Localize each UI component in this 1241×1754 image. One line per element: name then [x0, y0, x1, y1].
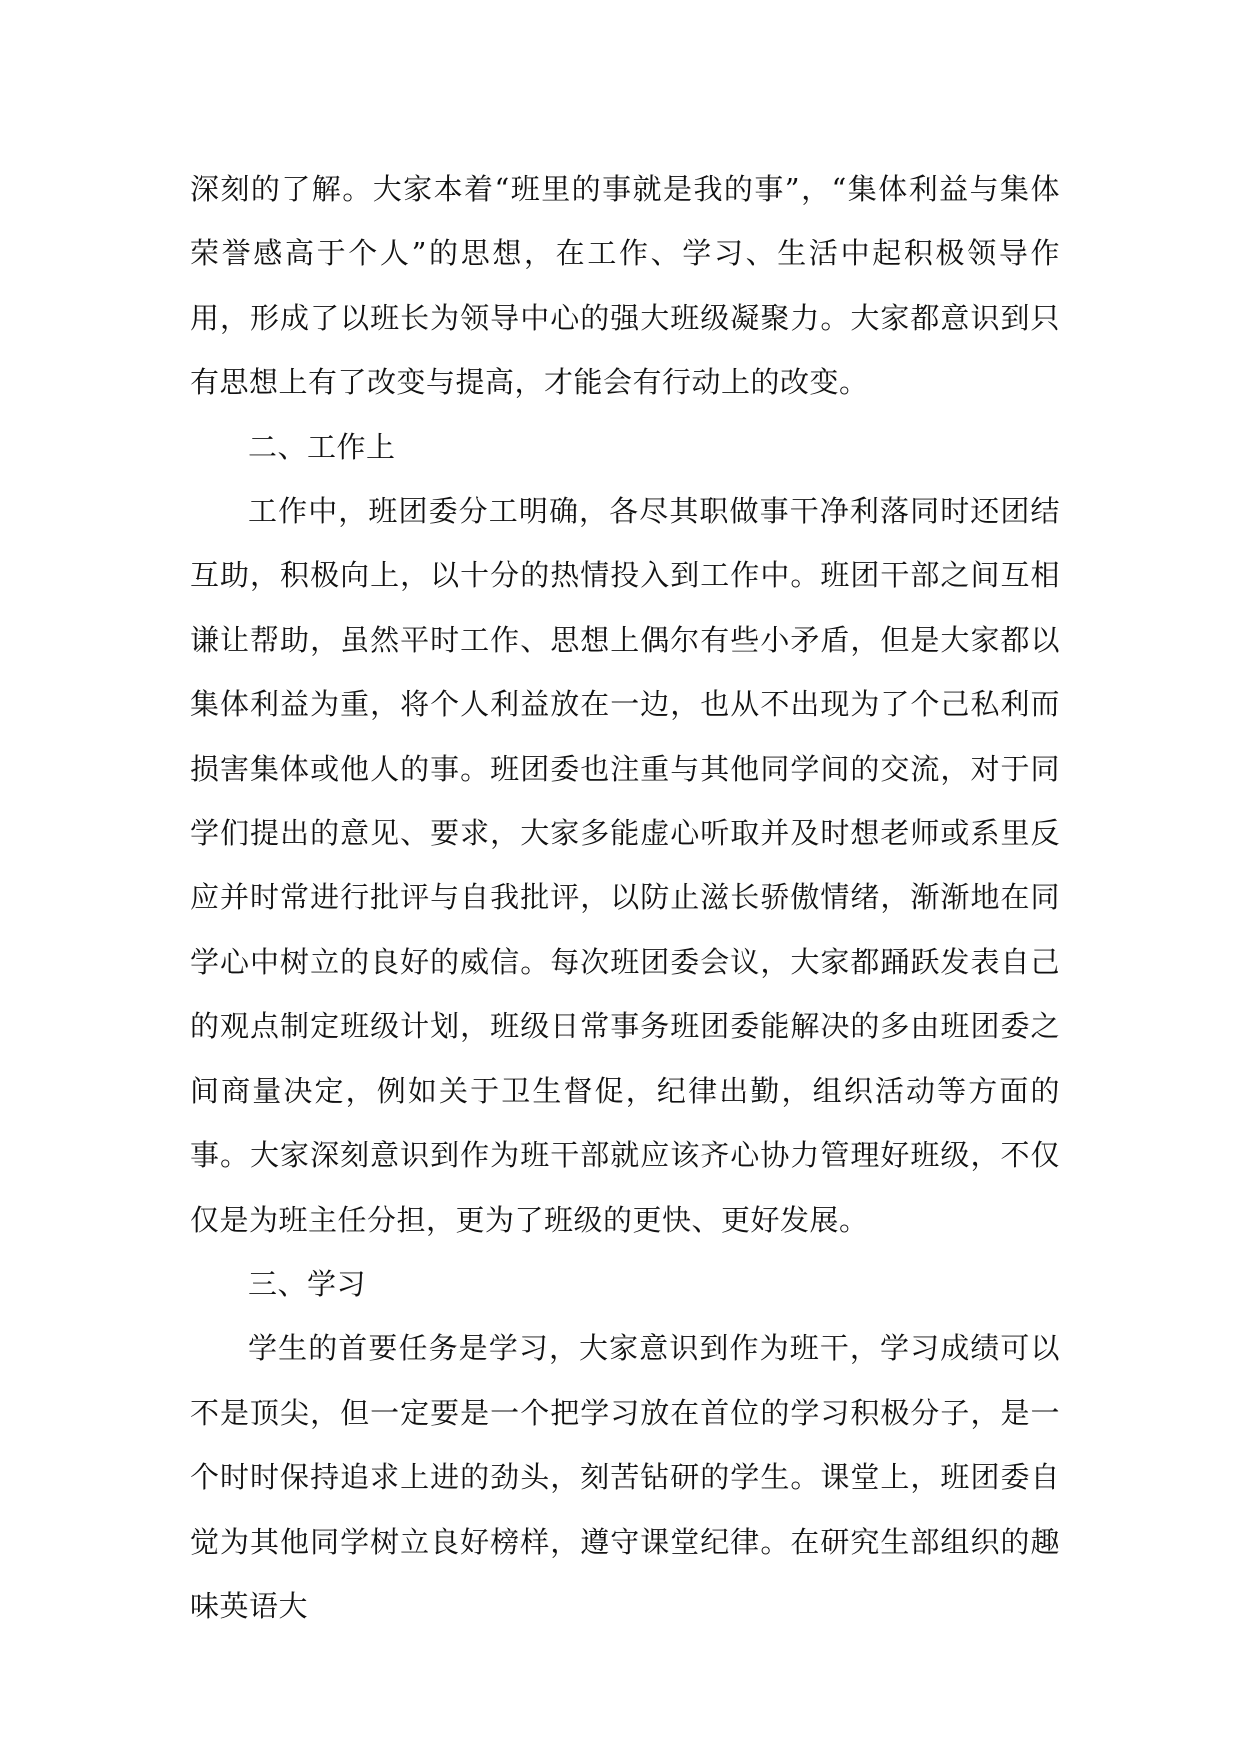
section-heading-work: 二、工作上: [248, 429, 396, 464]
section-heading-study: 三、学习: [248, 1266, 367, 1301]
paragraph-study: 学生的首要任务是学习，大家意识到作为班干，学习成绩可以不是顶尖，但一定要是一个把学习放在首位的学习积极分子，是一个时时保持追求上进的劲头，刻苦钻研的学生。课堂上，班团委自觉为其他同学树立良好榜样，遵守课堂纪律。在研究生部组织的趣味英语大: [190, 1331, 1060, 1623]
paragraph-work: 工作中，班团委分工明确，各尽其职做事干净利落同时还团结互助，积极向上，以十分的热情投入到工作中。班团干部之间互相谦让帮助，虽然平时工作、思想上偶尔有些小矛盾，但是大家都以集体利益为重，将个人利益放在一边，也从不出现为了个己私利而损害集体或他人的事。班团委也注重与其他同学间的交流，对于同学们提出的意见、要求，大家多能虚心听取并及时想老师或系里反应并时常进行批评与自我批评，以防止滋长骄傲情绪，渐渐地在同学心中树立的良好的威信。每次班团委会议，大家都踊跃发表自己的观点制定班级计划，班级日常事务班团委能解决的多由班团委之间商量决定，例如关于卫生督促，纪律出勤，组织活动等方面的事。大家深刻意识到作为班干部就应该齐心协力管理好班级，不仅仅是为班主任分担，更为了班级的更快、更好发展。: [190, 494, 1060, 1237]
paragraph-continuation: 深刻的了解。大家本着“班里的事就是我的事”，“集体利益与集体荣誉感高于个人”的思想，在工作、学习、生活中起积极领导作用，形成了以班长为领导中心的强大班级凝聚力。大家都意识到只有思想上有了改变与提高，才能会有行动上的改变。: [190, 172, 1060, 400]
document-page: [190, 157, 1060, 1638]
